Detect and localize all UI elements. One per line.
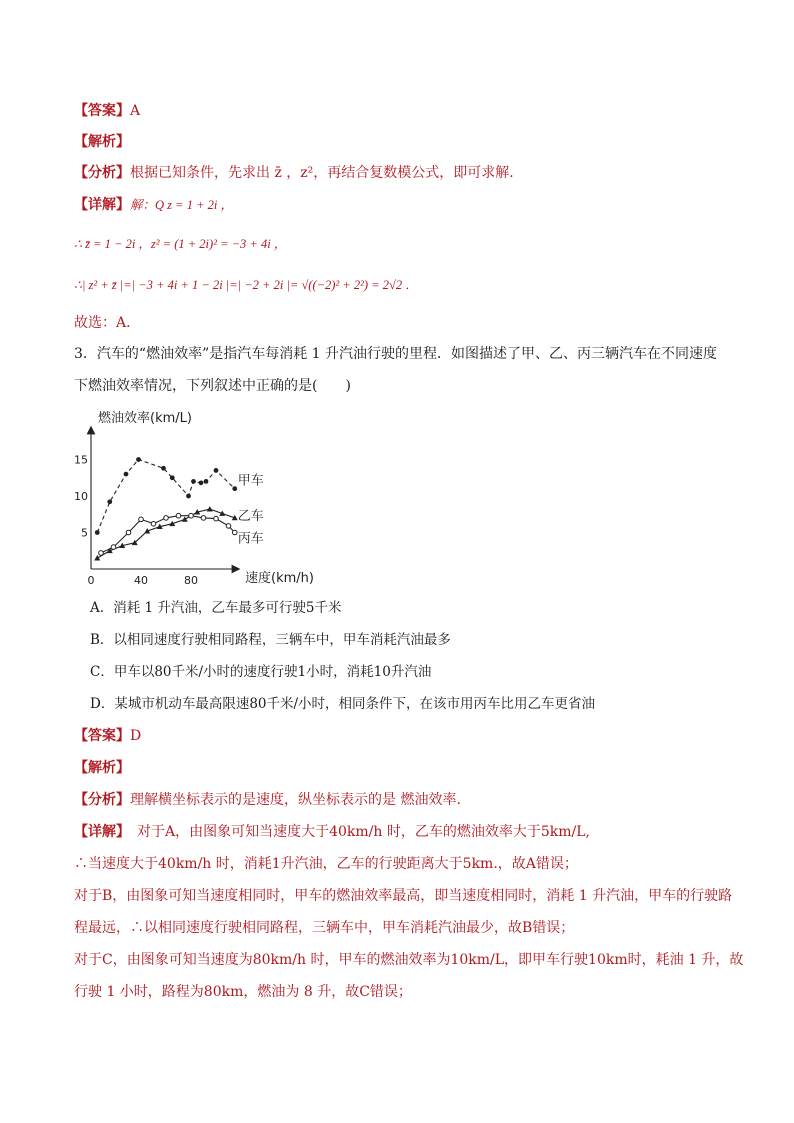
y-tick-label-2: 15 (74, 453, 88, 467)
option-a: A．消耗 1 升汽油，乙车最多可行驶5千米 (90, 600, 342, 616)
series-3-point-9 (214, 516, 219, 521)
series-3-point-1 (111, 545, 116, 550)
fenxi-text: 根据已知条件，先求出 z̄ ，z²，再结合复数模公式，即可求解． (130, 165, 524, 181)
y-tick-label-1: 10 (74, 490, 88, 503)
explanation-c-line2: 行驶 1 小时，路程为80km，燃油为 8 升，故C错误； (74, 984, 412, 1000)
question-3-stem-line2: 下燃油效率情况，下列叙述中正确的是( ) (74, 378, 351, 394)
y-tick-label-0: 5 (81, 526, 88, 540)
series-3-legend-label: 丙车 (237, 531, 264, 547)
fenxi-tag: 【分析】 (74, 792, 130, 808)
series-3-point-8 (201, 516, 206, 521)
series-1-point-7 (191, 479, 196, 484)
series-1-point-6 (186, 494, 191, 499)
explanation-a-line2: ∴当速度大于40km/h 时，消耗1升汽油，乙车的行驶距离大于5km.，故A错误； (74, 856, 578, 872)
answer-row-q2 (74, 101, 140, 121)
series-1-legend-label: 甲车 (237, 473, 264, 489)
explanation-c-line1: 对于C，由图象可知当速度为80km/h 时，甲车的燃油效率为10km/L，即甲车行驶10km时，耗油 1 升，故 (74, 952, 744, 968)
series-3-point-5 (164, 516, 169, 521)
series-3-point-6 (176, 513, 181, 518)
y-axis-label: 燃油效率(km/L) (98, 411, 192, 426)
series-2-legend-label: 乙车 (237, 508, 264, 524)
series-3-point-11 (232, 530, 237, 535)
analysis-tag: 【解析】 (74, 134, 130, 150)
option-b: B．以相同速度行驶相同路程，三辆车中，甲车消耗汽油最多 (90, 632, 451, 648)
series-1-point-11 (232, 486, 237, 491)
fenxi-tag: 【分析】 (74, 165, 130, 181)
answer-row-q3 (74, 726, 141, 746)
series-3-point-10 (226, 524, 231, 529)
fenxi-row-q3 (74, 790, 461, 810)
analysis-tag: 【解析】 (74, 760, 130, 776)
x-tick-label-0: 0 (87, 574, 95, 587)
xiangjie-text: 对于A，由图象可知当速度大于40km/h 时，乙车的燃油效率大于5km/L, (123, 824, 590, 840)
option-c: C．甲车以80千米/小时的速度行驶1小时，消耗10升汽油 (90, 664, 432, 680)
series-1-point-9 (204, 479, 209, 484)
xiangjie-tag: 【详解】 (74, 197, 130, 213)
choice-line: 故选：A． (74, 315, 141, 331)
question-3-stem-line1: 3．汽车的“燃油效率”是指汽车每消耗 1 升汽油行驶的里程．如图描述了甲、乙、丙三辆汽车在不同速度 (74, 346, 718, 362)
answer-tag: 【答案】 (74, 728, 130, 744)
series-3-point-7 (189, 513, 194, 518)
series-1-point-8 (199, 480, 204, 485)
explanation-b-line1: 对于B，由图象可知当速度相同时，甲车的燃油效率最高，即当速度相同时，消耗 1 升汽油，甲车的行驶路 (74, 888, 733, 904)
x-tick-label-2: 80 (184, 574, 198, 587)
series-2-point-0 (94, 555, 100, 560)
series-2-point-9 (207, 506, 213, 511)
series-2-point-7 (182, 516, 188, 521)
series-3-point-0 (99, 551, 104, 556)
xiangjie-row-q3 (74, 822, 590, 842)
xiangjie-text: 解：Q z = 1 + 2i ， (130, 198, 233, 212)
fuel-efficiency-chart (74, 404, 330, 592)
solution-step-1: ∴ z̄ = 1 − 2i ，z² = (1 + 2i)² = −3 + 4i ， (74, 237, 287, 251)
series-1-point-10 (214, 468, 219, 473)
series-1-point-1 (107, 499, 112, 504)
xiangjie-tag: 【详解】 (74, 824, 123, 840)
option-d: D．某城市机动车最高限速80千米/小时，相同条件下，在该市用丙车比用乙车更省油 (90, 696, 596, 712)
series-3-point-2 (126, 530, 131, 535)
answer-value: A (130, 103, 141, 119)
fenxi-text: 理解横坐标表示的是速度，纵坐标表示的是 燃油效率. (130, 792, 461, 808)
answer-value: D (130, 728, 142, 744)
series-1-point-3 (136, 457, 141, 462)
analysis-row-q2 (74, 132, 130, 152)
series-3-point-4 (151, 521, 156, 526)
x-axis-label: 速度(km/h) (245, 571, 314, 586)
series-1-point-4 (161, 466, 166, 471)
series-1-point-2 (124, 472, 129, 477)
series-3-point-3 (139, 517, 144, 522)
series-1-point-0 (95, 530, 100, 535)
xiangjie-row-q2 (74, 195, 233, 215)
x-tick-label-1: 40 (134, 574, 148, 587)
fenxi-row-q2 (74, 163, 523, 183)
solution-step-2: ∴| z² + z̄ |=| −3 + 4i + 1 − 2i |=| −2 + 2i |= √((−2)² + 2²) = 2√2 ． (74, 278, 418, 292)
explanation-b-line2: 程最远，∴以相同速度行驶相同路程，三辆车中，甲车消耗汽油最少，故B错误； (74, 920, 575, 936)
analysis-row-q3 (74, 758, 130, 778)
series-1-point-5 (170, 475, 175, 480)
answer-tag: 【答案】 (74, 103, 130, 119)
